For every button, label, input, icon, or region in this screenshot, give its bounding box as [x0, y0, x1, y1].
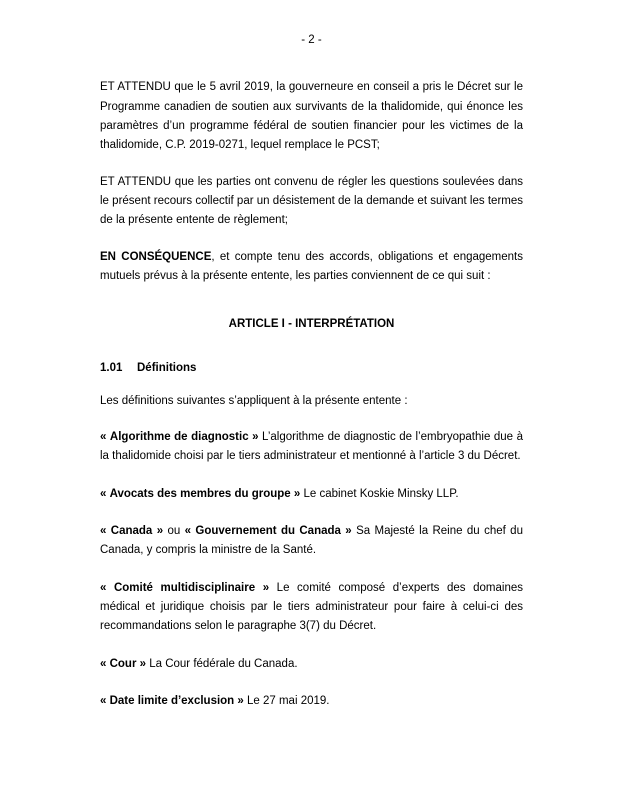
bold-text-run: EN CONSÉQUENCE	[100, 250, 212, 263]
definition-algorithme-de-diagnostic	[100, 428, 523, 467]
definition-avocats-des-membres-du-groupe	[100, 485, 523, 504]
recital-paragraph-reglement: ET ATTENDU que les parties ont convenu de régler les questions soulevées dans le présent recours collectif par un désistement de la demande et suivant les termes de la présente entente de règlement;	[100, 175, 523, 227]
bold-text-run: « Date limite d’exclusion »	[100, 695, 244, 708]
bold-text-run: « Algorithme de diagnostic »	[100, 430, 259, 443]
text-run: ou	[163, 525, 185, 537]
section-number: 1.01	[100, 361, 123, 374]
text-run: L’algorithme de diagnostic de l’embryopathie due à la thalidomide choisi par le tiers administrateur et mentionné à l’article 3 du Décret.	[100, 430, 523, 463]
bold-text-run: « Cour »	[100, 657, 147, 670]
text-run: Le 27 mai 2019.	[243, 695, 330, 708]
bold-text-run: « Comité multidisciplinaire »	[100, 581, 270, 594]
bold-text-run: « Canada »	[100, 525, 164, 537]
definitions-intro: Les définitions suivantes s’appliquent à la présente entente :	[100, 394, 408, 407]
bold-text-run: « Gouvernement du Canada »	[184, 525, 352, 537]
article-heading: ARTICLE I - INTERPRÉTATION	[228, 318, 395, 331]
recital-paragraph-consequence	[100, 248, 523, 287]
section-title: Définitions	[137, 361, 197, 374]
text-run: , et compte tenu des accords, obligations et engagements mutuels prévus à la présente entente, les parties conviennent de ce qui suit :	[100, 250, 523, 283]
text-run: La Cour fédérale du Canada.	[146, 657, 298, 670]
page-number: - 2 -	[301, 34, 322, 46]
definition-comite-multidisciplinaire	[100, 579, 523, 637]
bold-text-run: « Avocats des membres du groupe »	[100, 487, 301, 500]
text-run: Le cabinet Koskie Minsky LLP.	[300, 487, 459, 500]
section-heading	[100, 359, 523, 378]
definition-canada	[100, 522, 523, 561]
definition-cour	[100, 655, 523, 674]
recital-paragraph-decret: ET ATTENDU que le 5 avril 2019, la gouverneure en conseil a pris le Décret sur le Programme canadien de soutien aux survivants de la thalidomide, qui énonce les paramètres d’un programme fédéral de soutien financier pour les victimes de la thalidomide, C.P. 2019-0271, lequel remplace le PCST;	[100, 81, 523, 152]
text-run: Le comité composé d’experts des domaines médical et juridique choisis par le tiers administrateur pour faire à celui-ci des recommandations selon le paragraphe 3(7) du Décret.	[100, 581, 523, 633]
definition-date-limite-exclusion	[100, 692, 523, 711]
text-run: Sa Majesté la Reine du chef du Canada, y compris la ministre de la Santé.	[100, 525, 523, 557]
